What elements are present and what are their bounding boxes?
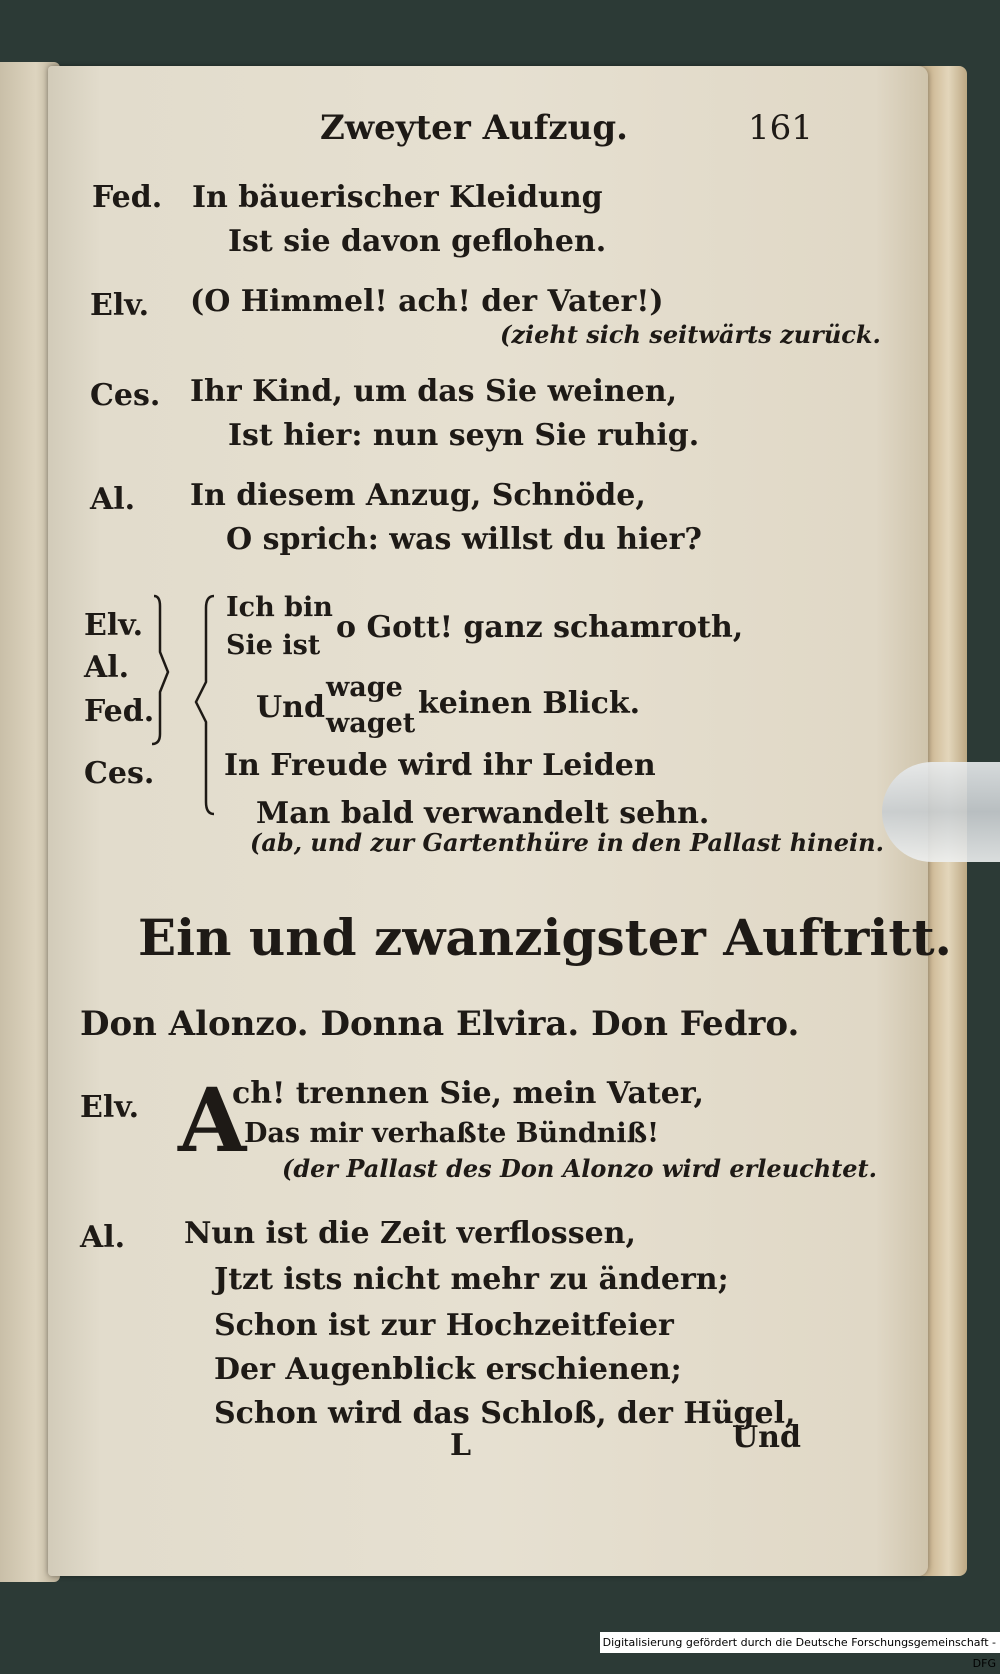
stage-direction: (zieht sich seitwärts zurück.	[500, 320, 881, 349]
verse-line: Schon wird das Schloß, der Hügel,	[214, 1396, 796, 1431]
ensemble-variant-a: wage	[326, 672, 403, 703]
running-head-title: Zweyter Aufzug.	[320, 108, 628, 148]
ensemble-variant-b: waget	[326, 708, 416, 739]
verse-line: In diesem Anzug, Schnöde,	[190, 478, 646, 513]
verse-line: ch! trennen Sie, mein Vater,	[232, 1076, 704, 1111]
verse-line: Nun ist die Zeit verflossen,	[184, 1216, 636, 1251]
signature-mark: L	[450, 1428, 472, 1463]
cast-list: Don Alonzo. Donna Elvira. Don Fedro.	[80, 1004, 800, 1044]
drop-capital: A	[178, 1068, 247, 1172]
verse-line: Und	[256, 690, 325, 725]
speaker-elv: Elv.	[80, 1090, 140, 1125]
stage-direction: (der Pallast des Don Alonzo wird erleuchtet.	[282, 1154, 877, 1183]
verse-line: Schon ist zur Hochzeitfeier	[214, 1308, 674, 1343]
ensemble-variant-a: Ich bin	[226, 592, 333, 623]
ensemble-variant-b: Sie ist	[226, 630, 321, 661]
verse-line: Ist sie davon geflohen.	[228, 224, 607, 259]
verse-line: In bäuerischer Kleidung	[192, 180, 603, 215]
speaker-fed: Fed.	[92, 180, 163, 215]
speaker-al: Al.	[84, 650, 130, 685]
speaker-ces: Ces.	[84, 756, 155, 791]
verse-line: In Freude wird ihr Leiden	[224, 748, 656, 783]
verse-line: Ist hier: nun seyn Sie ruhig.	[228, 418, 700, 453]
verse-line: (O Himmel! ach! der Vater!)	[190, 284, 664, 319]
digitization-credit: Digitalisierung gefördert durch die Deutsche Forschungsgemeinschaft - DFG	[600, 1632, 1000, 1653]
stage-direction: (ab, und zur Gartenthüre in den Pallast hinein.	[250, 828, 884, 857]
verse-line: Ihr Kind, um das Sie weinen,	[190, 374, 678, 409]
catchword: Und	[732, 1420, 801, 1455]
verse-line: keinen Blick.	[418, 686, 641, 721]
verse-line: Der Augenblick erschienen;	[214, 1352, 682, 1387]
speaker-al: Al.	[80, 1220, 126, 1255]
speaker-al: Al.	[90, 482, 136, 517]
speaker-fed: Fed.	[84, 694, 155, 729]
verse-line: O sprich: was willst du hier?	[226, 522, 702, 557]
scene-heading: Ein und zwanzigster Auftritt.	[138, 908, 952, 967]
speaker-elv: Elv.	[84, 608, 144, 643]
page-clip	[882, 762, 1000, 862]
verse-line: Jtzt ists nicht mehr zu ändern;	[214, 1262, 729, 1297]
speaker-bracket	[140, 592, 180, 752]
page-number: 161	[748, 108, 813, 148]
verse-line: o Gott! ganz schamroth,	[336, 610, 744, 645]
verse-line: Das mir verhaßte Bündniß!	[244, 1118, 659, 1149]
speaker-ces: Ces.	[90, 378, 161, 413]
lines-brace	[192, 592, 222, 822]
speaker-elv: Elv.	[90, 288, 150, 323]
verse-line: Man bald verwandelt sehn.	[256, 796, 710, 831]
